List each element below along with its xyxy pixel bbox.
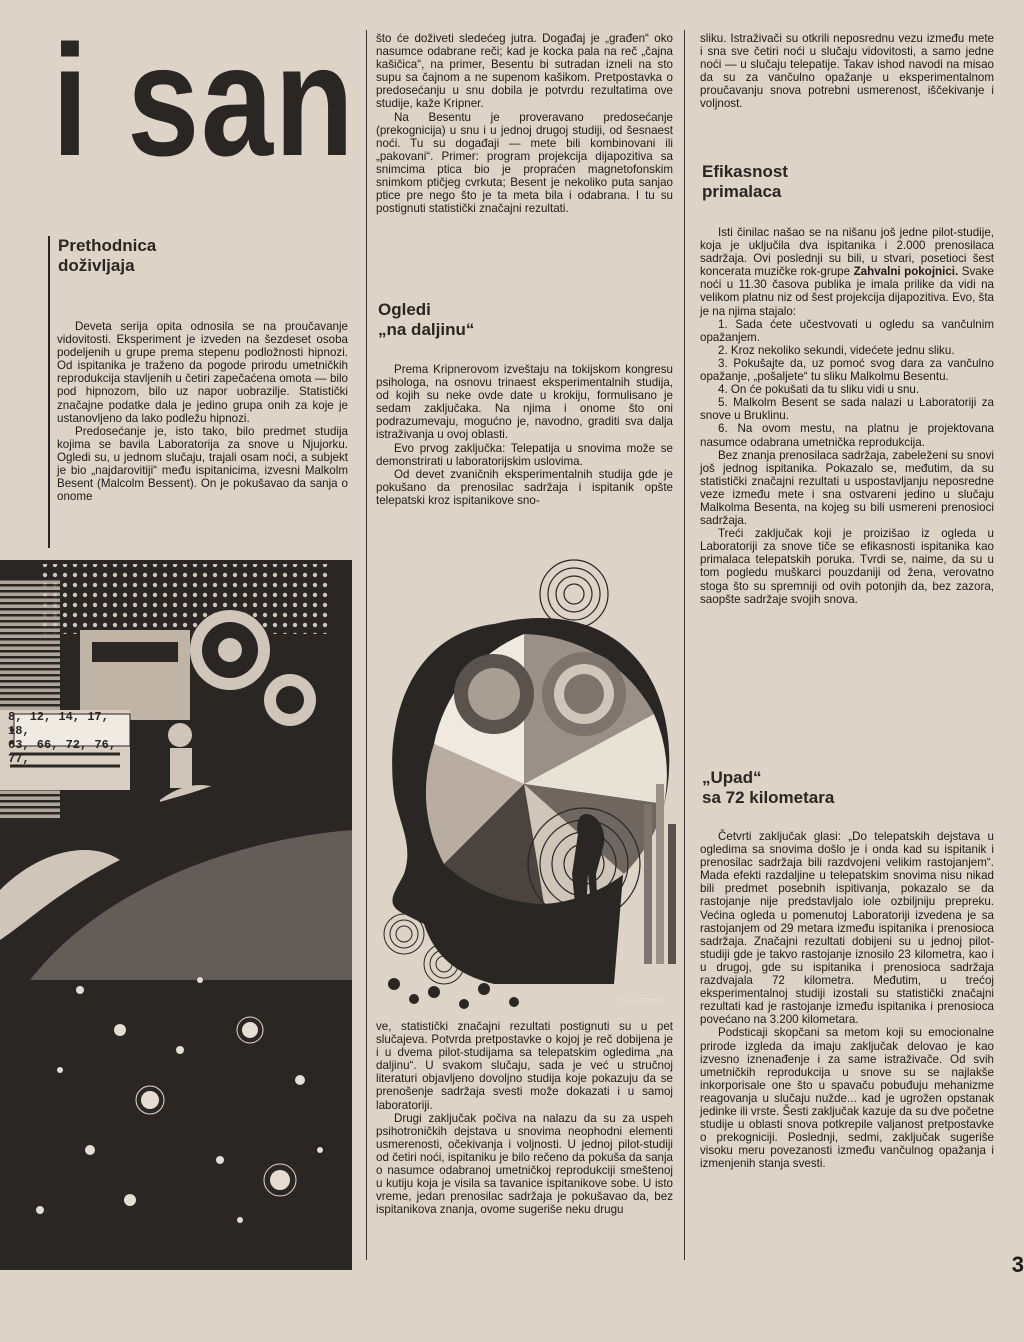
subhead-line: Prethodnica	[58, 236, 157, 255]
artist-signature-small: N.LUTOHIN	[621, 997, 664, 1006]
middle-column-mid-text	[376, 363, 673, 507]
right-column-mid-text	[700, 226, 994, 606]
list-item: 2. Kroz nekoliko sekundi, videćete jednu sliku.	[718, 343, 955, 357]
subhead-line: primalaca	[702, 182, 782, 201]
middle-column-top-text	[376, 32, 673, 215]
paragraph: Četvrti zaključak glasi: „Do telepatskih dejstava u ogledima sa snovima došlo je i onda kad su ispitanik i prenosilac sadržaja bili razdvojeni velikim rastojanjem“. Mada efekti razdaljine u telepatskim snovima nisu nikad bili predmet posebnih ispitivanja, pokazalo se da rastojanje nije predstavljalo iole ozbiljniju prepreku. Većina ogleda u pomenutoj Laboratoriji izvedena je sa rastojanjem od 29 metara između ispitanika i prenosioca sadržaja. Značajni rezultati dobijeni su u jednoj pilot-studiji gde je takvo rastojanje iznosilo 23 kilometra, kao i u drugoj, gde su ispitanika i prenosioca sadržaja razdvajala 72 kilometra. Međutim, u trećoj eksperimentalnoj studiji izostali su statistički značajni rezultati kad je rastojanje između ispitanika i prenosioca povećano na 3.200 kilometara.	[700, 830, 994, 1027]
paragraph: Drugi zaključak počiva na nalazu da su za uspeh psihotroničkih dejstava u snovima neophodni elementi usmerenosti, očekivanja i voljnosti. U jednoj pilot-studiji od četiri noći, ispitaniku je bilo rečeno da pokuša da sanja o nasumce odabranoj umetničkoj reprodukciji smeštenoj u kutiju koja je visila sa tavanice ispitanikove sobe. U isto vreme, jedan prenosilac sadržaja je pokušavao da, bez ispitanikova znanja, ovome sugeriše neku drugu	[376, 1111, 673, 1217]
subhead-line: „na daljinu“	[378, 320, 475, 339]
subhead-efikasnost	[702, 162, 788, 202]
headline: i san	[52, 13, 356, 189]
list-item: 4. On će pokušati da tu sliku vidi u snu.	[718, 383, 920, 397]
illustration-number-strip	[8, 710, 124, 766]
subhead-line: „Upad“	[702, 768, 762, 787]
subhead-line: Efikasnost	[702, 162, 788, 181]
list-item: 1. Sada ćete učestvovati u ogledu sa vančulnim opažanjem.	[700, 317, 994, 344]
number-line: 8, 12, 14, 17, 18,	[8, 710, 109, 738]
paragraph: Deveta serija opita odnosila se na proučavanje vidovitosti. Eksperiment je izveden na šezdeset osoba podeljenih u grupe prema stepenu podložnosti hipnozi. Od ispitanika je traženo da pogode prirodu umetničkih reprodukcija stavljenih u četiri zapečaćena omota — bilo pod hipnozom, bilo uz napor uobrazilje. Statistički značajne podatke dala je jedino grupa onih za koje je ustanovljeno da lako podležu hipnozi.	[57, 320, 348, 425]
list-item: 5. Malkolm Besent se sada nalazi u Laboratoriji za snove u Bruklinu.	[700, 396, 994, 423]
bold-band-name: Zahvalni pokojnici.	[853, 265, 959, 279]
paragraph	[700, 226, 994, 318]
subhead-line: sa 72 kilometara	[702, 788, 835, 807]
paragraph: Predosećanje je, isto tako, bilo predmet studija kojima se bavila Laboratorija za snove u Njujorku. Ogledi su, u jednom slučaju, trajali osam noći, a subjekt je bio „najdarovitiji“ među ispitanicima, izvesni Malkolm Besent (Malcolm Bessent). On je pokušavao da sanja o onome	[57, 424, 348, 504]
text-run: Svake noći u 11.30 časova publika je imala prilike da vidi na velikom platnu niz od šest projekcija dijapozitiva. Evo, šta je na njima stajalo:	[700, 265, 994, 318]
list-item: 6. Na ovom mestu, na platnu je projektovana nasumce odabrana umetnička reprodukcija.	[700, 422, 994, 449]
left-column-text	[57, 320, 348, 503]
paragraph: Na Besentu je proveravano predosećanje (prekognicija) u snu i u jednoj drugoj studiji, od šesnaest noći. Tu su događaji — mete bili kombinovani ili „pakovani“. Primer: program projekcija dijapozitiva sa snimcima ptica bio je propraćen magnetofonskim snimkom ptičjeg cvrkuta; Besent je nekoliko puta sanjao ptice pre nego što je ta meta bila i odabrana. I tu su postignuti statistički značajni rezultati.	[376, 110, 673, 216]
artist-signature: N.LUTOHIN	[262, 1249, 342, 1264]
paragraph: što će doživeti sledećeg jutra. Događaj je „građen“ oko nasumce odabrane reči; kad je kocka pala na reč „čajna kašičica“, na primer, Besentu bi sutradan izneli na sto supu sa čajnom a ne supenom kašikom. Pretpostavka o predosećanju u snu dobila je potvrdu rezultatima ove studije, kaže Kripner.	[376, 32, 673, 111]
paragraph: Bez znanja prenosilaca sadržaja, zabeleženi su snovi još jednog ispitanika. Pokazalo se, međutim, da su statistički značajni rezultati u uspostavljanju neposredne veze između mete i sna ostvareni jedino u slučaju Malkolma Besenta, na kojeg su bili usmereni prenosioci sadržaja.	[700, 448, 994, 528]
right-column-bottom-text	[700, 830, 994, 1170]
paragraph: sliku. Istraživači su otkrili neposrednu vezu između mete i sna sve četiri noći u slučaju vidovitosti, a samo jedne noći — u slučaju telepatije. Takav ishod navodi na misao da su za vančulno opažanje u eksperimentalnom proučavanju snova potrebni usmerenost, iščekivanje i voljnost.	[700, 32, 994, 111]
column-rule-2	[684, 30, 685, 1260]
subhead-prethodnica	[58, 236, 156, 276]
paragraph: Prema Kripnerovom izveštaju na tokijskom kongresu psihologa, na osnovu trinaest eksperimentalnih studija, od kojih su neke ovde date u krokiju, formulisano je sedam zaključaka. Na njima i onome što oni podrazumevaju, mogućno je, navodno, graditi sva dalja istraživanja u ovoj oblasti.	[376, 363, 673, 442]
paragraph: ve, statistički značajni rezultati postignuti su u pet slučajeva. Potvrda pretpostavke o kojoj je reč dobijena je i u dvema pilot-studijama sa telepatskim ogledima „na daljinu“. U svakom slučaju, sada je već u stručnoj literaturi objavljeno dovoljno studija koje pokazuju da se prenošenje sadržaja svesti može dokazati i u samoj laboratoriji.	[376, 1020, 673, 1112]
paragraph: Podsticaji skopčani sa metom koji su emocionalne prirode izgleda da imaju zaključak delovao je kao izvesno iznenađenje i za same istraživače. Od svih umetničkih reprodukcija u snove su se najlakše inkorporisale one što u spavaču pobuđuju mehanizme reagovanja u slučaju nužde... kad je ugrožen opstanak jedinke ili vrste. Šesti zaključak kazuje da su dve početne studije u oblasti snova potkrepile valjanost pretpostavke o prekogniciji. Poslednji, sedmi, zaključak sugeriše visoku meru povezanosti između vančulnog opažanja i izmenjenih stanja svesti.	[700, 1026, 994, 1171]
number-line: 63, 66, 72, 76, 77,	[8, 738, 117, 766]
page-number: 3	[1011, 1252, 1024, 1277]
machine-illustration	[0, 560, 352, 1270]
subhead-upad	[702, 768, 834, 808]
machine-illustration-svg	[0, 560, 352, 1270]
right-column-top-text	[700, 32, 994, 111]
text-run: Isti činilac našao se na nišanu još jedne pilot-studije, koja je uključila dva ispitanika i 2.000 prenosilaca sadržaja. Ovi poslednji su bili, u stvari, posetioci šest koncerata muzičke rok-grupe	[700, 226, 994, 279]
paragraph: Treći zaključak koji je proizišao iz ogleda u Laboratoriji za snove tiče se efikasnosti ispitanika kao primalaca telepatskih poruka. Tvrdi se, naime, da su u tom pogledu muškarci pouzdaniji od žena, verovatno stoga što su spremniji od ovih potonjih da, bez zazora, saopšte sadržaje svojih snova.	[700, 527, 994, 606]
subhead-ogledi	[378, 300, 474, 340]
column-rule-1	[366, 30, 367, 1260]
head-illustration-svg	[374, 544, 678, 1014]
subhead-line: Ogledi	[378, 300, 431, 319]
head-illustration	[374, 544, 678, 1014]
subhead-line: doživljaja	[58, 256, 135, 275]
left-column-bar	[48, 236, 50, 548]
paragraph: Evo prvog zaključka: Telepatija u snovima može se demonstrirati u laboratorijskim uslovima.	[376, 441, 673, 468]
paragraph: Od devet zvaničnih eksperimentalnih studija gde je pokušano da prenosilac sadržaja i ispitanik opšte telepatski kroz ispitanikove sno-	[376, 467, 673, 507]
list-item: 3. Pokušajte da, uz pomoć svog dara za vančulno opažanje, „pošaljete“ tu sliku Malkolmu Besentu.	[700, 356, 994, 384]
middle-column-bottom-text	[376, 1020, 673, 1216]
